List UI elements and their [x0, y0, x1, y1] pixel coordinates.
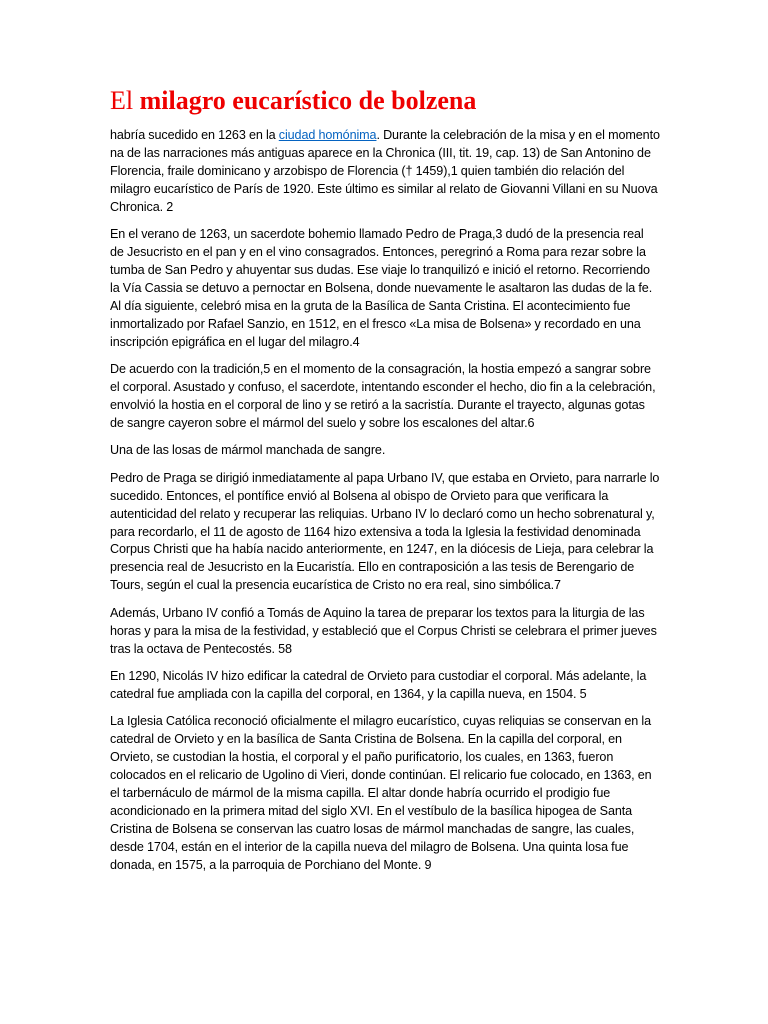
paragraph-urbano-iv: Pedro de Praga se dirigió inmediatamente al papa Urbano IV, que estaba en Orvieto, para narrarle lo sucedido. Entonces, el pontífice envió al Bolsena al obispo de Orvieto para que verificara la autenticidad del relato y recuperar las reliquias. Urbano IV lo declaró como un hecho sobrenatural y, para recordarlo, el 11 de agosto de 1164 hizo extensiva a toda la Iglesia la festividad denominada Corpus Christi que ha había nacido anteriormente, en 1247, en la diócesis de Lieja, para celebrar la presencia real de Jesucristo en la Eucaristía. Ello en contraposición a las tesis de Berengario de Tours, según el cual la presencia eucarística de Cristo no era real, sino simbólica.7 [110, 470, 660, 593]
intro-paragraph [110, 127, 660, 217]
intro-text-after-link: . Durante la celebración de la misa y en el momento na de las narraciones más antiguas aparece en la Chronica (III, tit. 19, cap. 13) de San Antonino de Florencia, fraile dominicano y arzobispo de Florencia († 1459),1 quien también dio relación del milagro eucarístico de París de 1920. Este último es similar al relato de Giovanni Villani en su Nuova Chronica. 2 [110, 128, 660, 214]
title-main: milagro eucarístico de bolzena [139, 86, 477, 115]
paragraph-iglesia-catolica: La Iglesia Católica reconoció oficialmente el milagro eucarístico, cuyas reliquias se conservan en la catedral de Orvieto y en la basílica de Santa Cristina de Bolsena. En la capilla del corporal, en Orvieto, se custodian la hostia, el corporal y el paño purificatorio, los cuales, en 1363, fueron colocados en el relicario de Ugolino di Vieri, donde continúan. El relicario fue colocado, en 1363, en el tarbernáculo de mármol de la misma capilla. El altar donde habría ocurrido el prodigio fue acondicionado en la primera mitad del siglo XVI. En el vestíbulo de la basílica hipogea de Santa Cristina de Bolsena se conservan las cuatro losas de mármol manchadas de sangre, las cuales, desde 1704, están en el interior de la capilla nueva del milagro de Bolsena. Una quinta losa fue donada, en 1575, a la parroquia de Porchiano del Monte. 9 [110, 714, 652, 872]
paragraph-pedro-de-praga: En el verano de 1263, un sacerdote bohemio llamado Pedro de Praga,3 dudó de la presencia real de Jesucristo en el pan y en el vino consagrados. Entonces, peregrinó a Roma para rezar sobre la tumba de San Pedro y ahuyentar sus dudas. Ese viaje lo tranquilizó e inició el retorno. Recorriendo la Vía Cassia se detuvo a pernoctar en Bolsena, donde nuevamente le asaltaron las dudas de la fe. Al día siguiente, celebró misa en la gruta de la Basílica de Santa Cristina. El acontecimiento fue inmortalizado por Rafael Sanzio, en 1512, en el fresco «La misa de Bolsena» y recordado en una inscripción epigráfica en el lugar del milagro.4 [110, 227, 653, 349]
paragraph-tomas-de-aquino: Además, Urbano IV confió a Tomás de Aquino la tarea de preparar los textos para la liturgia de las horas y para la misa de la festividad, y estableció que el Corpus Christi se celebrara el primer jueves tras la octava de Pentecostés. 58 [110, 605, 657, 656]
document-page [110, 84, 660, 884]
title-prefix: El [110, 86, 140, 115]
paragraph-nicolas-iv: En 1290, Nicolás IV hizo edificar la catedral de Orvieto para custodiar el corporal. Más adelante, la catedral fue ampliada con la capilla del corporal, en 1364, y la capilla nueva, en 1504. 5 [110, 669, 647, 701]
paragraph-losa-caption: Una de las losas de mármol manchada de sangre. [110, 443, 386, 458]
intro-text-before-link: habría sucedido en 1263 en la [110, 128, 279, 142]
document-title [110, 84, 660, 118]
paragraph-tradicion: De acuerdo con la tradición,5 en el momento de la consagración, la hostia empezó a sangrar sobre el corporal. Asustado y confuso, el sacerdote, intentando esconder el hecho, dio fin a la celebración, envolvió la hostia en el corporal de lino y se retiró a la sacristía. Durante el trayecto, algunas gotas de sangre cayeron sobre el mármol del suelo y sobre los escalones del altar.6 [110, 362, 656, 430]
ciudad-homonima-link[interactable]: ciudad homónima [278, 128, 377, 142]
